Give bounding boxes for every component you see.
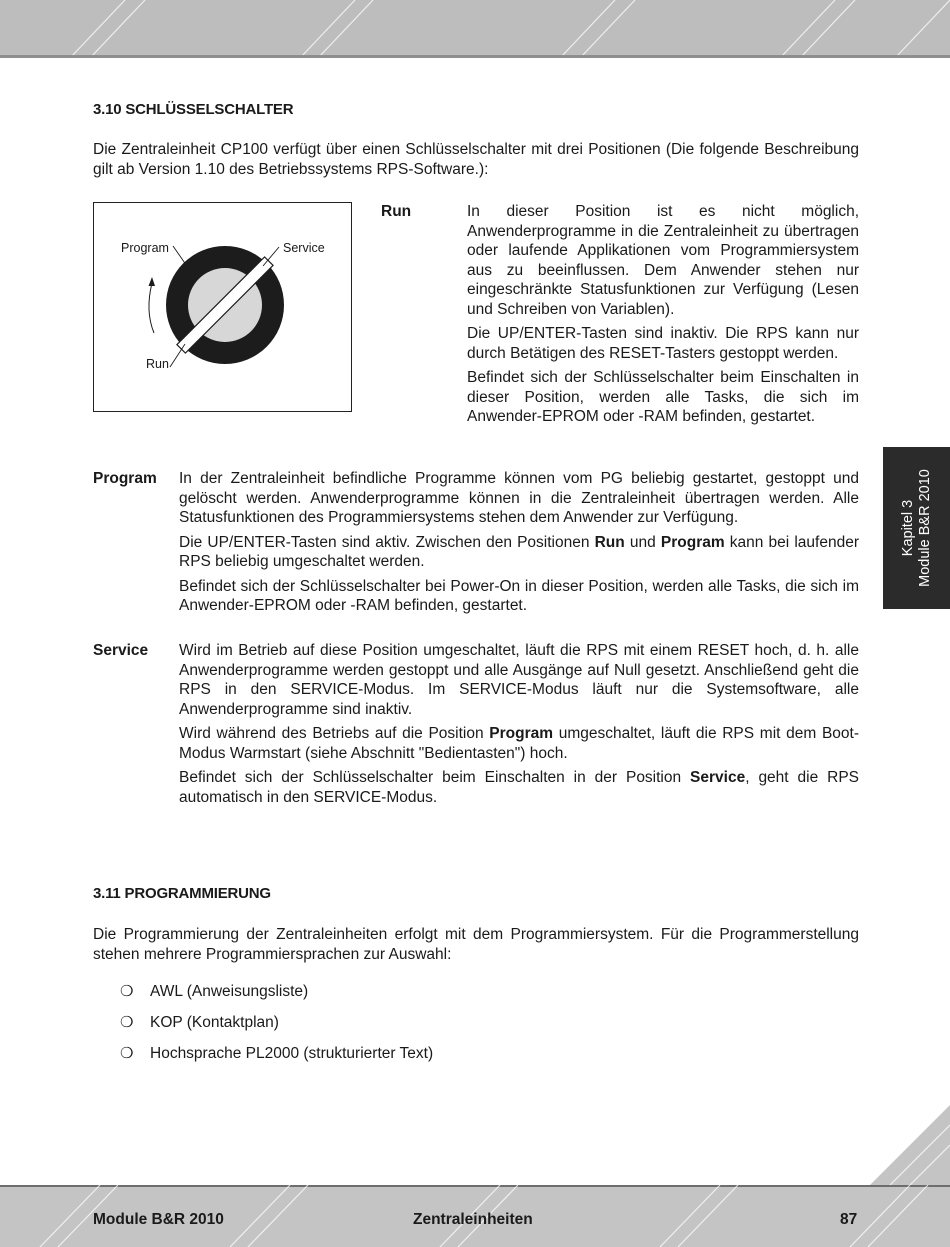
header-diagonal-decoration — [0, 0, 950, 58]
program-p2-text-c: kann bei laufender RPS beliebig umgeschaltet werden. — [179, 533, 859, 570]
footer-page-number: 87 — [840, 1211, 858, 1228]
program-p2-text-a: Die UP/ENTER-Tasten sind aktiv. Zwischen den Positionen — [179, 533, 595, 551]
footer-module-title: Module B&R 2010 — [93, 1211, 224, 1228]
footer-chapter-title: Zentraleinheiten — [413, 1211, 533, 1228]
service-paragraph-1: Wird im Betrieb auf diese Position umgeschaltet, läuft die RPS mit einem RESET hoch, d. h. alle Anwenderprogramme werden gestoppt und alle Ausgänge auf Null gesetzt. Anschließend geht die RPS in den SERVICE-Modus. Im SERVICE-Modus läuft nur die Systemsoftware, alle Anwenderprogramme sind inaktiv. — [179, 642, 859, 718]
term-run: Run — [381, 203, 412, 220]
program-p2-bold-run: Run — [594, 533, 625, 551]
header-band — [0, 0, 950, 58]
program-paragraph-2 — [179, 533, 859, 572]
language-list — [120, 982, 433, 1075]
key-switch-figure — [93, 202, 352, 412]
run-paragraph-3: Befindet sich der Schlüsselschalter beim Einschalten in dieser Position, werden alle Tasks, die sich im Anwender-EPROM oder -RAM befinden, gestartet. — [467, 369, 859, 425]
circle-bullet-icon: ❍ — [120, 1014, 134, 1031]
program-paragraph-3: Befindet sich der Schlüsselschalter bei Power-On in dieser Position, werden alle Tasks, die sich im Anwender-EPROM oder -RAM befinden, gestartet. — [179, 577, 859, 614]
side-tab-module: Module B&R 2010 — [916, 469, 933, 587]
side-tab-chapter: Kapitel 3 — [899, 499, 916, 557]
figure-label-service: Service — [283, 241, 325, 255]
corner-decoration — [870, 1105, 950, 1185]
run-description — [467, 202, 859, 432]
rotation-arrow-head-icon — [149, 277, 156, 286]
section-intro-programmierung: Die Programmierung der Zentraleinheiten erfolgt mit dem Programmiersystem. Für die Programmerstellung stehen mehrere Programmiersprachen zur Auswahl: — [93, 926, 859, 963]
program-paragraph-1: In der Zentraleinheit befindliche Programme können vom PG beliebig gestartet, gestoppt und gelöscht werden. Anwenderprogramme können in die Zentraleinheit übertragen werden. Alle Statusfunktionen des Programmiersystems stehen dem Anwender zur Verfügung. — [179, 470, 859, 526]
service-p2-bold-program: Program — [489, 725, 554, 742]
circle-bullet-icon: ❍ — [120, 983, 134, 1000]
section-heading-schluesselschalter: 3.10 SCHLÜSSELSCHALTER — [93, 101, 294, 118]
service-p3-bold-service: Service — [690, 769, 746, 786]
service-description — [179, 641, 859, 812]
run-leader-line — [170, 344, 185, 367]
run-paragraph-2: Die UP/ENTER-Tasten sind inaktiv. Die RPS kann nur durch Betätigen des RESET-Tasters gestoppt werden. — [467, 325, 859, 362]
service-p2-text-c: umgeschaltet, läuft die RPS mit dem Boot-Modus Warmstart (siehe Abschnitt "Bedientasten") hoch. — [179, 725, 860, 762]
term-service: Service — [93, 642, 149, 659]
service-p3-text-c: , geht die RPS automatisch in den SERVICE-Modus. — [179, 769, 859, 806]
run-paragraph-1: In dieser Position ist es nicht möglich, Anwenderprogramme in die Zentraleinheit zu übertragen oder laufende Applikationen vom Programmiersystem aus zu beeinflussen. Dem Anwender stehen nur eingeschränkte Statusfunktionen zur Verfügung (Lesen und Schreiben von Variablen). — [467, 203, 859, 318]
rotation-arrow-icon — [149, 283, 154, 333]
list-item — [120, 1013, 433, 1044]
program-description — [179, 469, 859, 621]
circle-bullet-icon: ❍ — [120, 1045, 134, 1062]
service-paragraph-2 — [179, 724, 859, 763]
term-program: Program — [93, 470, 157, 487]
list-item-text: KOP (Kontaktplan) — [150, 1014, 279, 1031]
list-item-text: AWL (Anweisungsliste) — [150, 983, 309, 1000]
list-item — [120, 1044, 433, 1075]
service-p3-text-a: Befindet sich der Schlüsselschalter beim Einschalten in der Position — [179, 769, 691, 786]
section-intro-schluesselschalter: Die Zentraleinheit CP100 verfügt über einen Schlüsselschalter mit drei Positionen (Die folgende Beschreibung gilt ab Version 1.10 des Betriebssystems RPS-Software.): — [93, 141, 859, 178]
figure-label-program: Program — [121, 241, 169, 255]
key-switch-diagram — [94, 203, 351, 411]
section-heading-programmierung: 3.11 PROGRAMMIERUNG — [93, 885, 271, 902]
figure-label-run: Run — [146, 357, 169, 371]
service-p2-text-a: Wird während des Betriebs auf die Position — [179, 725, 490, 742]
program-leader-line — [173, 246, 189, 269]
service-paragraph-3 — [179, 768, 859, 807]
program-p2-text-mid: und — [624, 533, 661, 551]
program-p2-bold-program: Program — [660, 533, 725, 551]
list-item-text: Hochsprache PL2000 (strukturierter Text) — [150, 1045, 434, 1062]
chapter-side-tab — [883, 447, 950, 609]
list-item — [120, 982, 433, 1013]
